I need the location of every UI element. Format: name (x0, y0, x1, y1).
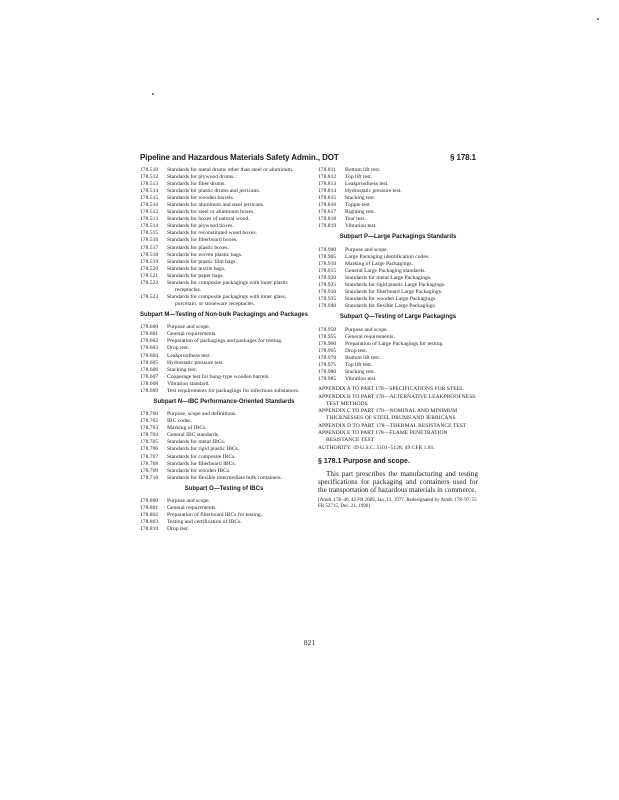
toc-entry-title: Vibration test. (345, 375, 377, 382)
toc-entry-title: Bottom lift test. (345, 354, 381, 361)
toc-entry-number: 178.950 (318, 326, 337, 333)
toc-entry-number: 178.521 (140, 272, 159, 279)
toc-entry (318, 275, 478, 282)
toc-entry (140, 475, 308, 482)
toc-entry-number: 178.940 (318, 303, 337, 310)
toc-entry-title: Marking of Large Packagings. (345, 260, 413, 267)
toc-entry-number: 178.519 (140, 258, 159, 265)
toc-entry-title: Stacking test. (167, 366, 198, 373)
subpart-o-toc-list (140, 498, 308, 533)
toc-entry (140, 266, 308, 273)
toc-entry-title: Drop test. (167, 345, 190, 352)
section-title: § 178.1 Purpose and scope. (318, 458, 410, 466)
toc-entry (318, 188, 478, 195)
toc-entry-title: Bottom lift test. (345, 167, 381, 173)
toc-entry-number: 178.816 (318, 202, 337, 209)
toc-entry (318, 303, 478, 310)
toc-entry-number: 178.975 (318, 361, 337, 368)
toc-entry-title: General Large Packaging standards. (345, 267, 426, 274)
toc-entry-title: General requirements. (167, 331, 217, 338)
toc-entry-title: Purpose, scope and definitions. (167, 411, 237, 418)
toc-entry-number: 178.803 (140, 519, 159, 526)
toc-entry-title: Test requirements for packagings for infectious substances. (167, 387, 300, 394)
subpart-n-heading: Subpart N—IBC Performance-Oriented Standards (153, 398, 295, 405)
toc-entry-title: General IBC standards. (167, 432, 220, 439)
toc-entry-number: 178.814 (318, 188, 337, 195)
section-body: This part prescribes the manufacturing and testing specifications for packaging and containers used for the transportation of hazardous materials in commerce. (318, 469, 478, 494)
toc-entry (318, 209, 478, 216)
toc-entry-title: Standards for boxes of natural wood. (167, 216, 250, 223)
toc-entry-number: 178.955 (318, 333, 337, 340)
toc-entry-number: 178.815 (318, 195, 337, 202)
subpart-o-continued-toc-list (318, 167, 478, 230)
toc-entry-title: Standards for woven plastic bags. (167, 251, 243, 258)
toc-entry-number: 178.900 (318, 246, 337, 253)
toc-entry-number: 178.602 (140, 338, 159, 345)
toc-entry-title: General requirements. (345, 333, 395, 340)
toc-entry-title: Stacking test. (345, 368, 376, 375)
toc-entry-number: 178.513 (140, 216, 159, 223)
toc-entry-title: Standards for flexible intermediate bulk containers. (167, 474, 282, 481)
toc-entry-title: Standards for plywood boxes. (167, 223, 234, 230)
toc-entry-number: 178.514 (140, 188, 159, 195)
toc-entry (318, 341, 478, 348)
toc-entry (318, 327, 478, 334)
toc-entry-title: Righting test. (345, 209, 376, 216)
toc-entry-number: 178.812 (318, 174, 337, 181)
toc-entry (140, 425, 308, 432)
toc-entry (318, 202, 478, 209)
subpart-m-heading: Subpart M—Testing of Non-bulk Packagings and Packages (140, 311, 308, 318)
toc-entry-title: Large Packaging identification codes. (345, 253, 430, 260)
toc-entry-number: 178.705 (140, 439, 159, 446)
toc-entry (318, 167, 478, 174)
toc-entry-number: 178.522 (140, 279, 159, 286)
toc-entry-number: 178.512 (140, 209, 159, 216)
toc-entry-title: Standards for composite IBCs. (167, 453, 236, 460)
right-column (318, 167, 478, 511)
appendix-entry: APPENDIX E TO PART 178—FLAME PENETRATION RESISTANCE TEST (318, 430, 448, 444)
toc-entry (318, 216, 478, 223)
toc-entry-title: Stacking test. (345, 195, 376, 202)
toc-entry (140, 237, 308, 244)
toc-entry (140, 280, 308, 294)
toc-entry-title: Standards for textile bags. (167, 265, 226, 272)
toc-entry-number: 178.811 (318, 167, 336, 173)
appendix-entry: APPENDIX C TO PART 178—NOMINAL AND MINIMUM THICKNESSES OF STEEL DRUMS AND JERRICANS (318, 408, 458, 422)
amendment-history: [Amdt. 178–40, 42 FR 2689, Jan. 13, 1977. Redesignated by Amdt. 178–97, 55 FR 52715, Dec. 21, 1990] (318, 498, 477, 510)
toc-entry-title: Standards for plywood drums. (167, 174, 235, 181)
toc-entry-number: 178.603 (140, 345, 159, 352)
toc-entry-number: 178.703 (140, 425, 159, 432)
toc-entry-number: 178.706 (140, 446, 159, 453)
toc-entry-number: 178.965 (318, 347, 337, 354)
toc-entry (318, 247, 478, 254)
toc-entry-number: 178.605 (140, 359, 159, 366)
toc-entry-number: 178.609 (140, 387, 159, 394)
toc-entry-number: 178.802 (140, 512, 159, 519)
subpart-p-toc-list (318, 247, 478, 310)
toc-entry-title: Standards for plastic drums and jerricans. (167, 188, 260, 195)
appendix-entry: APPENDIX D TO PART 178—THERMAL RESISTANCE TEST (318, 422, 467, 429)
toc-entry-title: IBC codes. (167, 418, 192, 425)
toc-entry-title: Hydrostatic pressure test. (167, 359, 224, 366)
toc-entry-number: 178.604 (140, 352, 159, 359)
page-number: 821 (303, 638, 316, 647)
toc-entry (140, 519, 308, 526)
header-agency-title: Pipeline and Hazardous Materials Safety Admin., DOT (140, 153, 339, 162)
subpart-l-toc-list (140, 167, 308, 308)
toc-entry-title: Purpose and scope. (167, 324, 211, 331)
toc-entry (318, 195, 478, 202)
toc-entry-title: Standards for metal Large Packagings. (345, 275, 432, 282)
toc-entry-number: 178.905 (318, 253, 337, 260)
toc-entry (318, 261, 478, 268)
toc-entry-number: 178.709 (140, 467, 159, 474)
toc-entry (140, 259, 308, 266)
toc-entry-title: Leakproofness test. (167, 352, 211, 359)
toc-entry (318, 223, 478, 230)
toc-entry-number: 178.813 (318, 181, 337, 188)
toc-entry (318, 376, 478, 383)
toc-entry (140, 454, 308, 461)
toc-entry-number: 178.601 (140, 331, 159, 338)
toc-entry-number: 178.512 (140, 174, 159, 181)
toc-entry-number: 178.515 (140, 195, 159, 202)
toc-entry (140, 418, 308, 425)
toc-entry (140, 498, 308, 505)
toc-entry-title: Standards for fiberboard IBCs. (167, 460, 236, 467)
toc-entry (318, 268, 478, 275)
toc-entry-number: 178.915 (318, 267, 337, 274)
toc-entry-title: Testing and certification of IBCs. (167, 519, 242, 526)
subpart-q-heading: Subpart Q—Testing of Large Packagings (339, 314, 457, 321)
toc-entry-number: 178.516 (140, 237, 159, 244)
toc-entry-title: Standards for composite packagings with inner plastic receptacles. (167, 279, 289, 293)
toc-entry-title: Standards for plastic boxes. (167, 244, 229, 251)
toc-entry-title: Standards for metal IBCs. (167, 439, 226, 446)
toc-entry (140, 446, 308, 453)
toc-entry-title: Top lift test. (345, 174, 373, 181)
toc-entry-title: Standards for rigid plastic IBCs. (167, 446, 240, 453)
toc-entry-title: Hydrostatic pressure test. (345, 188, 402, 195)
toc-entry-number: 178.817 (318, 209, 337, 216)
toc-entry-number: 178.960 (318, 340, 337, 347)
toc-entry-number: 178.607 (140, 373, 159, 380)
subpart-n-toc-list (140, 411, 308, 481)
subpart-o-heading: Subpart O—Testing of IBCs (184, 485, 264, 492)
scan-speck (152, 93, 154, 95)
toc-entry-number: 178.800 (140, 498, 159, 505)
scan-speck (597, 18, 599, 20)
toc-entry-number: 178.801 (140, 505, 159, 512)
toc-entry-number: 178.516 (140, 202, 159, 209)
toc-entry-title: Standards for wooden Large Packagings. (345, 296, 437, 303)
toc-entry-title: Standards for flexible Large Packagings. (345, 303, 437, 310)
toc-entry-title: Standards for reconstituted wood boxes. (167, 230, 257, 237)
toc-entry-title: Purpose and scope. (345, 246, 389, 253)
toc-entry (140, 338, 308, 345)
toc-entry (318, 348, 478, 355)
toc-entry-number: 178.819 (318, 223, 337, 230)
toc-entry (318, 254, 478, 261)
toc-entry (318, 355, 478, 362)
toc-entry (318, 174, 478, 181)
toc-entry-number: 178.818 (318, 216, 337, 223)
subpart-m-toc-list (140, 324, 308, 394)
toc-entry-number: 178.523 (140, 293, 159, 300)
toc-entry (140, 353, 308, 360)
toc-entry-title: Leakproofness test. (345, 181, 389, 188)
toc-entry (140, 388, 308, 395)
toc-entry-title: Preparation of Large Packagings for testing. (345, 340, 444, 347)
toc-entry-number: 178.608 (140, 380, 159, 387)
toc-entry-title: Preparation of packagings and packages for testing. (167, 338, 283, 345)
toc-entry (140, 411, 308, 418)
toc-entry-number: 178.520 (140, 265, 159, 272)
toc-entry-title: Vibration standard. (167, 380, 210, 387)
toc-entry-number: 178.515 (140, 230, 159, 237)
toc-entry (140, 324, 308, 331)
toc-entry-title: Purpose and scope. (167, 498, 211, 505)
toc-entry-number: 178.970 (318, 354, 337, 361)
toc-entry-number: 178.920 (318, 275, 337, 282)
toc-entry-title: Tear test. (345, 216, 366, 223)
toc-entry-title: Standards for wooden barrels. (167, 195, 235, 202)
toc-entry-number: 178.925 (318, 282, 337, 289)
toc-entry-number: 178.600 (140, 324, 159, 331)
toc-entry-number: 178.700 (140, 411, 159, 418)
toc-entry (140, 294, 308, 308)
toc-entry-title: Standards for fiber drums. (167, 181, 226, 188)
left-column (140, 167, 308, 533)
toc-entry-title: Marking of IBCs. (167, 425, 207, 432)
appendix-entry: APPENDIX A TO PART 178—SPECIFICATIONS FOR STEEL (318, 386, 464, 393)
toc-entry-number: 178.517 (140, 244, 159, 251)
toc-entry-title: Standards for fiberboard boxes. (167, 237, 238, 244)
toc-entry (140, 245, 308, 252)
toc-entry-number: 178.935 (318, 296, 337, 303)
toc-entry (140, 468, 308, 475)
toc-entry (140, 345, 308, 352)
toc-entry (140, 252, 308, 259)
toc-entry (140, 381, 308, 388)
authority-citation: AUTHORITY: 49 U.S.C. 5101–5128; 49 CFR 1.81. (318, 445, 435, 452)
toc-entry-title: Drop test. (345, 347, 368, 354)
toc-entry (318, 362, 478, 369)
toc-entry-title: Standards for metal drums other than steel or aluminum. (167, 167, 294, 173)
toc-entry-title: Standards for steel or aluminum boxes. (167, 209, 255, 216)
toc-entry (140, 461, 308, 468)
toc-entry-title: Top lift test. (345, 361, 373, 368)
appendix-entry: APPENDIX B TO PART 178—ALTERNATIVE LEAKPROOFNESS TEST METHODS (318, 393, 476, 407)
toc-entry (318, 369, 478, 376)
toc-entry-number: 178.702 (140, 418, 159, 425)
toc-entry (318, 181, 478, 188)
toc-entry (140, 374, 308, 381)
header-section-number: § 178.1 (450, 153, 476, 162)
toc-entry-title: Standards for fiberboard Large Packagings. (345, 289, 443, 296)
toc-entry-number: 178.707 (140, 453, 159, 460)
toc-entry-number: 178.518 (140, 251, 159, 258)
toc-entry (140, 360, 308, 367)
toc-entry-title: Topple test. (345, 202, 372, 209)
toc-entry-number: 178.513 (140, 181, 159, 188)
toc-entry-number: 178.985 (318, 375, 337, 382)
toc-entry-title: Standards for wooden IBCs. (167, 467, 231, 474)
toc-entry (140, 273, 308, 280)
toc-entry-title: Cooperage test for bung-type wooden barrels. (167, 373, 270, 380)
toc-entry-number: 178.810 (140, 526, 159, 533)
toc-entry (140, 367, 308, 374)
toc-entry-number: 178.708 (140, 460, 159, 467)
toc-entry-title: General requirements. (167, 505, 217, 512)
toc-entry-title: Preparation of fiberboard IBCs for testing. (167, 512, 263, 519)
toc-entry-number: 178.704 (140, 432, 159, 439)
subpart-p-heading: Subpart P—Large Packagings Standards (339, 234, 457, 241)
toc-entry-number: 178.514 (140, 223, 159, 230)
toc-entry-number: 178.930 (318, 289, 337, 296)
toc-entry-title: Standards for rigid plastic Large Packagings. (345, 282, 446, 289)
subpart-q-toc-list (318, 327, 478, 383)
toc-entry (140, 167, 308, 174)
toc-entry-number: 178.510 (140, 167, 159, 173)
toc-entry-title: Standards for composite packagings with inner glass, porcelain, or stoneware receptacles. (167, 293, 287, 307)
toc-entry (318, 334, 478, 341)
appendix-list (318, 386, 478, 444)
toc-entry (140, 526, 308, 533)
toc-entry-title: Standards for paper bags. (167, 272, 224, 279)
toc-entry-number: 178.910 (318, 260, 337, 267)
toc-entry-number: 178.980 (318, 368, 337, 375)
toc-entry-title: Standards for aluminum and steel jerricans. (167, 202, 265, 209)
toc-entry-number: 178.606 (140, 366, 159, 373)
toc-entry-title: Purpose and scope. (345, 326, 389, 333)
toc-entry-number: 178.710 (140, 474, 159, 481)
toc-entry-title: Drop test. (167, 526, 190, 533)
toc-entry-title: Standards for plastic film bags. (167, 258, 237, 265)
toc-entry-title: Vibration test. (345, 223, 377, 230)
